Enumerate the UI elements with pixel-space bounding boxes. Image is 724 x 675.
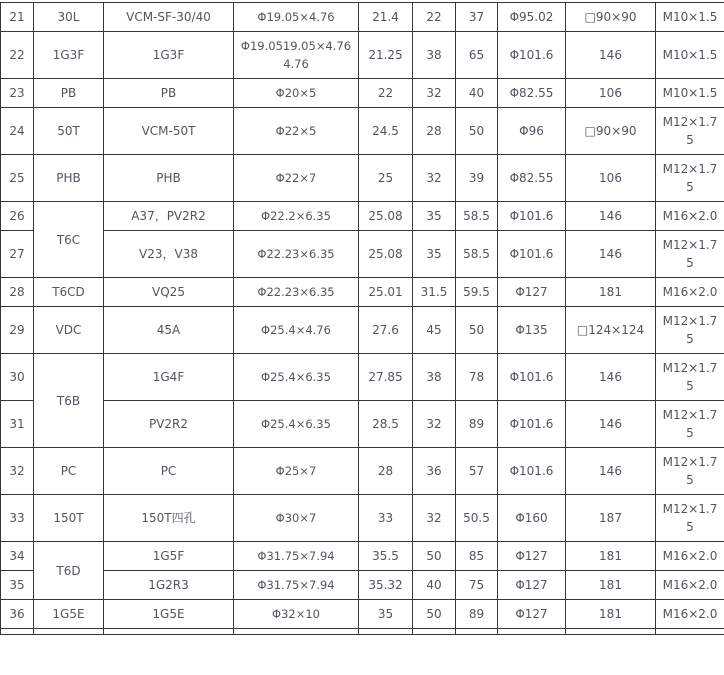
table-cell: 57 (456, 448, 498, 495)
table-cell: □90×90 (566, 108, 656, 155)
table-cell: T6B (34, 354, 104, 448)
table-cell: Φ32×10 (234, 600, 359, 629)
table-cell: 1G3F (34, 32, 104, 79)
table-cell: Φ25.4×6.35 (234, 354, 359, 401)
table-cell: 32 (413, 79, 456, 108)
table-cell: 28 (359, 448, 413, 495)
table-cell: M12×1.75 (656, 495, 724, 542)
table-row (1, 448, 724, 495)
table-cell: 35 (359, 600, 413, 629)
table-cell: 1G4F (104, 354, 234, 401)
table-cell: T6CD (34, 278, 104, 307)
table-cell: Φ30×7 (234, 495, 359, 542)
table-cell: PHB (104, 155, 234, 202)
table-cell: T6D (34, 542, 104, 600)
table-cell: 37 (456, 3, 498, 32)
table-cell: 45 (413, 307, 456, 354)
table-cell: 1G5E (104, 600, 234, 629)
table-cell: PV2R2 (104, 401, 234, 448)
table-cell: Φ19.05×4.76 (234, 3, 359, 32)
table-cell: A37，PV2R2 (104, 202, 234, 231)
table-cell: Φ25.4×6.35 (234, 401, 359, 448)
table-cell: 146 (566, 448, 656, 495)
table-cell: 27.85 (359, 354, 413, 401)
table-cell: 50 (413, 542, 456, 571)
table-cell: 32 (1, 448, 34, 495)
table-cell: Φ22.23×6.35 (234, 231, 359, 278)
truncated-table-row (1, 629, 724, 635)
table-cell: Φ25×7 (234, 448, 359, 495)
table-row (1, 278, 724, 307)
table-cell: 146 (566, 401, 656, 448)
table-cell: M12×1.75 (656, 401, 724, 448)
table-row (1, 307, 724, 354)
table-cell: Φ101.6 (498, 202, 566, 231)
table-cell: Φ101.6 (498, 32, 566, 79)
table-cell: Φ96 (498, 108, 566, 155)
table-cell: 28 (413, 108, 456, 155)
table-cell: M12×1.75 (656, 307, 724, 354)
table-cell: 150T (34, 495, 104, 542)
table-cell: 32 (413, 401, 456, 448)
table-cell: Φ160 (498, 495, 566, 542)
table-cell: M12×1.75 (656, 448, 724, 495)
table-cell: 27.6 (359, 307, 413, 354)
table-cell: 1G5E (34, 600, 104, 629)
table-cell: Φ95.02 (498, 3, 566, 32)
table-cell: 35 (413, 202, 456, 231)
table-cell: PC (104, 448, 234, 495)
table-cell: 89 (456, 401, 498, 448)
table-cell: 30L (34, 3, 104, 32)
table-cell: M16×2.0 (656, 542, 724, 571)
table-cell: 29 (1, 307, 34, 354)
table-cell: 32 (413, 155, 456, 202)
table-cell: 25.08 (359, 231, 413, 278)
table-cell: 1G3F (104, 32, 234, 79)
table-cell: 1G2R3 (104, 571, 234, 600)
table-cell (104, 629, 234, 635)
table-cell: 28.5 (359, 401, 413, 448)
table-row (1, 354, 724, 401)
table-cell: 31 (1, 401, 34, 448)
table-cell: Φ22.23×6.35 (234, 278, 359, 307)
table-cell: VQ25 (104, 278, 234, 307)
table-cell: Φ22.2×6.35 (234, 202, 359, 231)
table-cell: 33 (1, 495, 34, 542)
table-cell: M12×1.75 (656, 231, 724, 278)
table-cell: 39 (456, 155, 498, 202)
table-cell: 35.5 (359, 542, 413, 571)
table-cell: Φ127 (498, 600, 566, 629)
table-row (1, 542, 724, 571)
table-cell: M10×1.5 (656, 3, 724, 32)
table-cell: 21.25 (359, 32, 413, 79)
table-cell: 40 (413, 571, 456, 600)
table-cell: □124×124 (566, 307, 656, 354)
table-cell: 50 (456, 307, 498, 354)
table-row (1, 202, 724, 231)
table-cell: 36 (1, 600, 34, 629)
table-cell: 22 (1, 32, 34, 79)
table-row (1, 401, 724, 448)
table-cell: 22 (413, 3, 456, 32)
table-cell (234, 629, 359, 635)
table-cell: 22 (359, 79, 413, 108)
table-cell: PB (34, 79, 104, 108)
table-cell: Φ82.55 (498, 155, 566, 202)
table-cell: Φ101.6 (498, 448, 566, 495)
table-cell: 25 (1, 155, 34, 202)
table-cell: 187 (566, 495, 656, 542)
table-cell: M12×1.75 (656, 108, 724, 155)
table-cell: 24.5 (359, 108, 413, 155)
table-cell: 27 (1, 231, 34, 278)
table-cell: 35 (1, 571, 34, 600)
table-cell: 75 (456, 571, 498, 600)
table-cell: 65 (456, 32, 498, 79)
table-cell: 31.5 (413, 278, 456, 307)
table-cell: 45A (104, 307, 234, 354)
table-cell: PB (104, 79, 234, 108)
table-cell: M10×1.5 (656, 79, 724, 108)
table-row (1, 571, 724, 600)
table-cell: 32 (413, 495, 456, 542)
table-cell (359, 629, 413, 635)
table-cell: V23，V38 (104, 231, 234, 278)
table-cell: PHB (34, 155, 104, 202)
table-cell: 36 (413, 448, 456, 495)
table-cell: Φ127 (498, 278, 566, 307)
table-cell: 35 (413, 231, 456, 278)
table-cell: 146 (566, 231, 656, 278)
table-cell: M10×1.5 (656, 32, 724, 79)
table-row (1, 495, 724, 542)
table-cell: 21 (1, 3, 34, 32)
table-cell: 106 (566, 155, 656, 202)
table-cell: PC (34, 448, 104, 495)
table-cell: □90×90 (566, 3, 656, 32)
table-cell: T6C (34, 202, 104, 278)
table-cell: 34 (1, 542, 34, 571)
table-cell: Φ127 (498, 542, 566, 571)
table-cell: 50 (456, 108, 498, 155)
table-cell: M16×2.0 (656, 600, 724, 629)
table-row (1, 231, 724, 278)
table-row (1, 79, 724, 108)
table-row (1, 3, 724, 32)
table-row (1, 155, 724, 202)
spec-table-body (1, 3, 724, 635)
table-cell (456, 629, 498, 635)
table-cell: 59.5 (456, 278, 498, 307)
table-cell: 181 (566, 542, 656, 571)
table-cell: Φ127 (498, 571, 566, 600)
table-cell: 89 (456, 600, 498, 629)
table-cell (566, 629, 656, 635)
table-cell: Φ20×5 (234, 79, 359, 108)
table-cell: M16×2.0 (656, 571, 724, 600)
table-cell: 21.4 (359, 3, 413, 32)
table-cell: 50T (34, 108, 104, 155)
table-cell: 28 (1, 278, 34, 307)
table-cell: Φ25.4×4.76 (234, 307, 359, 354)
table-cell: M12×1.75 (656, 155, 724, 202)
table-cell: 50.5 (456, 495, 498, 542)
table-row (1, 108, 724, 155)
table-cell: VCM-50T (104, 108, 234, 155)
table-cell: 25.08 (359, 202, 413, 231)
table-cell: 58.5 (456, 231, 498, 278)
table-cell: 33 (359, 495, 413, 542)
table-cell: 35.32 (359, 571, 413, 600)
table-cell: 50 (413, 600, 456, 629)
table-cell: M16×2.0 (656, 278, 724, 307)
table-cell: 38 (413, 354, 456, 401)
table-cell (34, 629, 104, 635)
table-cell: 23 (1, 79, 34, 108)
table-cell: 24 (1, 108, 34, 155)
table-cell: 26 (1, 202, 34, 231)
table-row (1, 600, 724, 629)
table-cell: M12×1.75 (656, 354, 724, 401)
table-cell: 58.5 (456, 202, 498, 231)
table-cell: Φ82.55 (498, 79, 566, 108)
table-cell: 181 (566, 600, 656, 629)
table-cell: Φ101.6 (498, 401, 566, 448)
table-cell: VDC (34, 307, 104, 354)
table-cell: 38 (413, 32, 456, 79)
table-cell: Φ101.6 (498, 231, 566, 278)
table-cell: 146 (566, 354, 656, 401)
table-cell: 78 (456, 354, 498, 401)
table-cell: 40 (456, 79, 498, 108)
table-cell (656, 629, 724, 635)
table-cell: 1G5F (104, 542, 234, 571)
table-row (1, 32, 724, 79)
table-cell (498, 629, 566, 635)
table-cell (413, 629, 456, 635)
table-cell: 181 (566, 571, 656, 600)
table-cell: Φ135 (498, 307, 566, 354)
table-cell: 150T四孔 (104, 495, 234, 542)
table-cell: M16×2.0 (656, 202, 724, 231)
table-cell: Φ22×5 (234, 108, 359, 155)
table-cell: Φ22×7 (234, 155, 359, 202)
table-cell: Φ31.75×7.94 (234, 571, 359, 600)
table-cell (1, 629, 34, 635)
table-cell: 25.01 (359, 278, 413, 307)
table-cell: 30 (1, 354, 34, 401)
table-cell: 85 (456, 542, 498, 571)
table-cell: 146 (566, 32, 656, 79)
spec-table (0, 2, 724, 635)
table-cell: 181 (566, 278, 656, 307)
table-cell: 25 (359, 155, 413, 202)
table-cell: 146 (566, 202, 656, 231)
table-cell: Φ101.6 (498, 354, 566, 401)
table-cell: VCM-SF-30/40 (104, 3, 234, 32)
table-cell: 106 (566, 79, 656, 108)
table-cell: Φ19.0519.05×4.764.76 (234, 32, 359, 79)
table-cell: Φ31.75×7.94 (234, 542, 359, 571)
